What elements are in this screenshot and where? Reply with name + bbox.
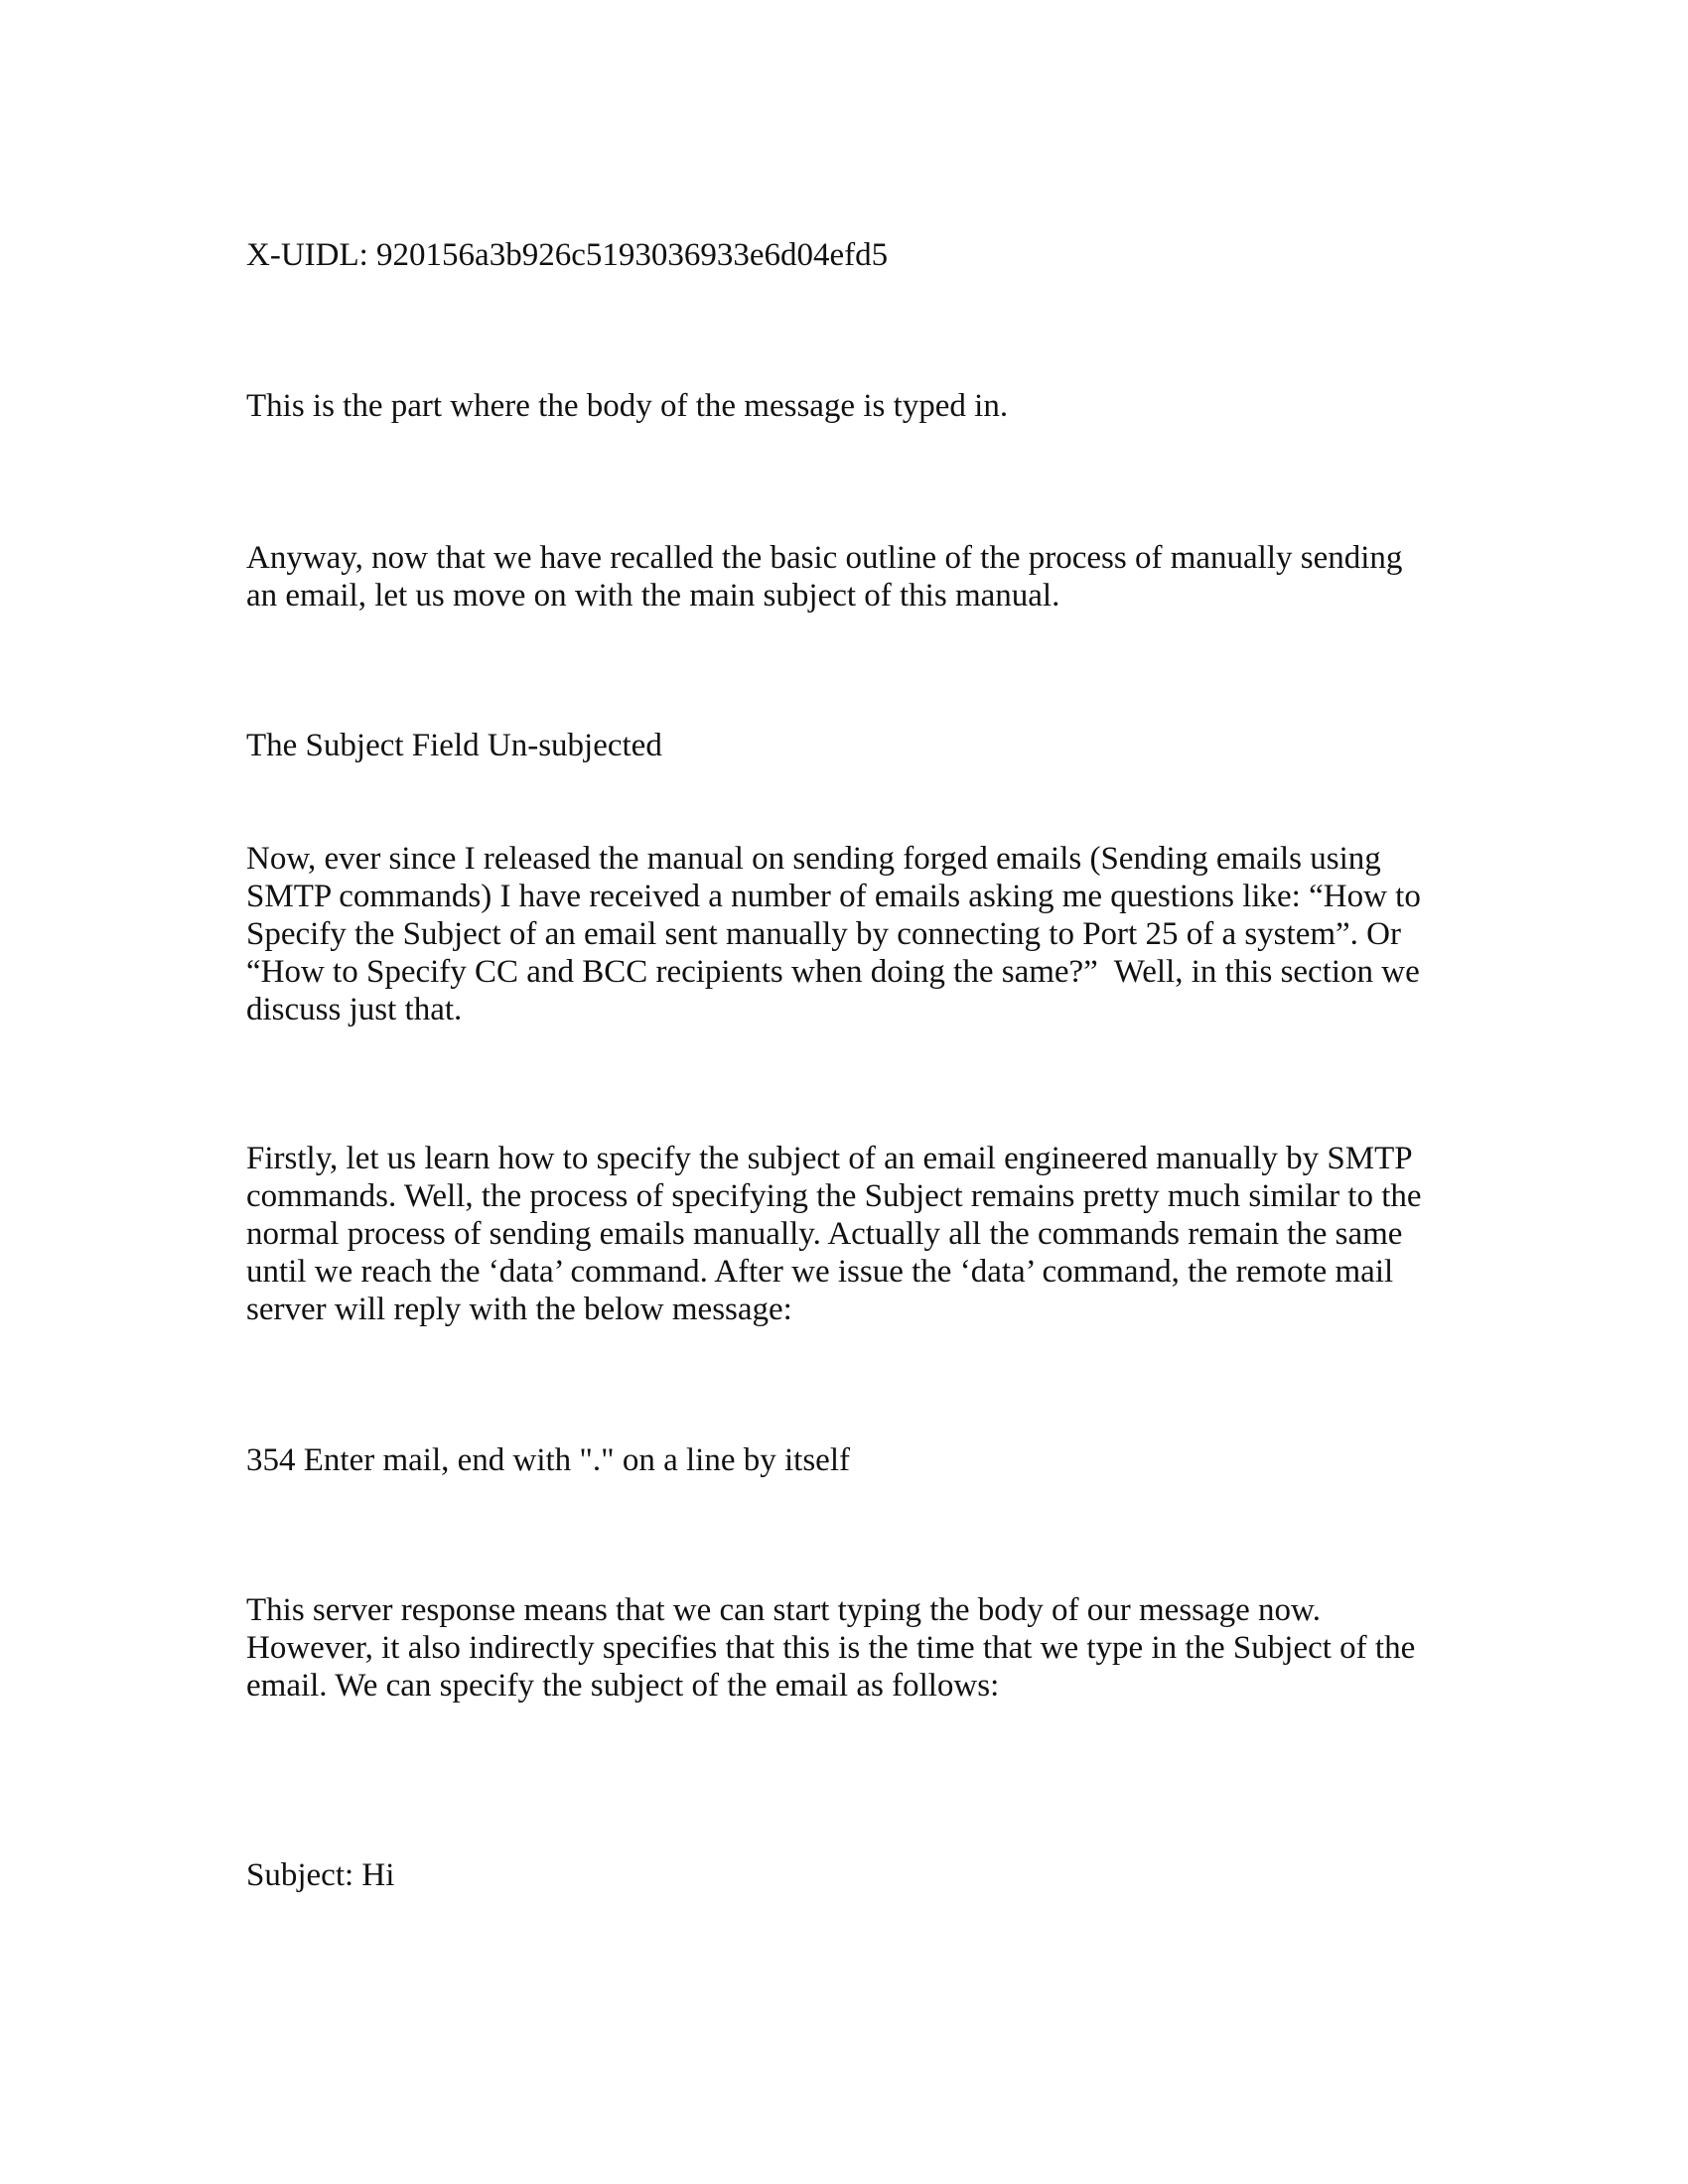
transition-paragraph [246, 539, 1438, 614]
paragraph-line: This server response means that we can start typing the body of our message now. [246, 1592, 1321, 1628]
paragraph-line: email. We can specify the subject of the email as follows: [246, 1668, 1000, 1704]
paragraph-line: commands. Well, the process of specifying the Subject remains pretty much similar to the [246, 1178, 1422, 1214]
paragraph-line: normal process of sending emails manually. Actually all the commands remain the same [246, 1216, 1403, 1252]
firstly-paragraph [246, 1140, 1438, 1328]
paragraph-line: Firstly, let us learn how to specify the subject of an email engineered manually by SMTP [246, 1141, 1413, 1176]
paragraph-line: until we reach the ‘data’ command. After we issue the ‘data’ command, the remote mail [246, 1254, 1394, 1290]
paragraph-line: SMTP commands) I have received a number of emails asking me questions like: “How to [246, 879, 1421, 914]
subject-example-line: Subject: Hi [246, 1857, 395, 1893]
paragraph-line: Now, ever since I released the manual on sending forged emails (Sending emails using [246, 841, 1381, 877]
intro-paragraph [246, 840, 1438, 1028]
response-paragraph [246, 1591, 1438, 1705]
paragraph-line: Specify the Subject of an email sent manually by connecting to Port 25 of a system”. Or [246, 916, 1401, 952]
section-heading: The Subject Field Un-subjected [246, 728, 662, 763]
paragraph-line: discuss just that. [246, 992, 463, 1027]
server-reply-line: 354 Enter mail, end with "." on a line by itself [246, 1442, 850, 1478]
paragraph-line: an email, let us move on with the main subject of this manual. [246, 578, 1060, 614]
paragraph-line: Anyway, now that we have recalled the basic outline of the process of manually sending [246, 540, 1403, 576]
paragraph-line: server will reply with the below message: [246, 1292, 792, 1327]
uidl-header-line: X-UIDL: 920156a3b926c5193036933e6d04efd5 [246, 237, 889, 273]
body-example-line: This is the part where the body of the message is typed in. [246, 388, 1009, 424]
paragraph-line: However, it also indirectly specifies that this is the time that we type in the Subject of the [246, 1630, 1416, 1666]
paragraph-line: “How to Specify CC and BCC recipients when doing the same?” Well, in this section we [246, 954, 1420, 990]
